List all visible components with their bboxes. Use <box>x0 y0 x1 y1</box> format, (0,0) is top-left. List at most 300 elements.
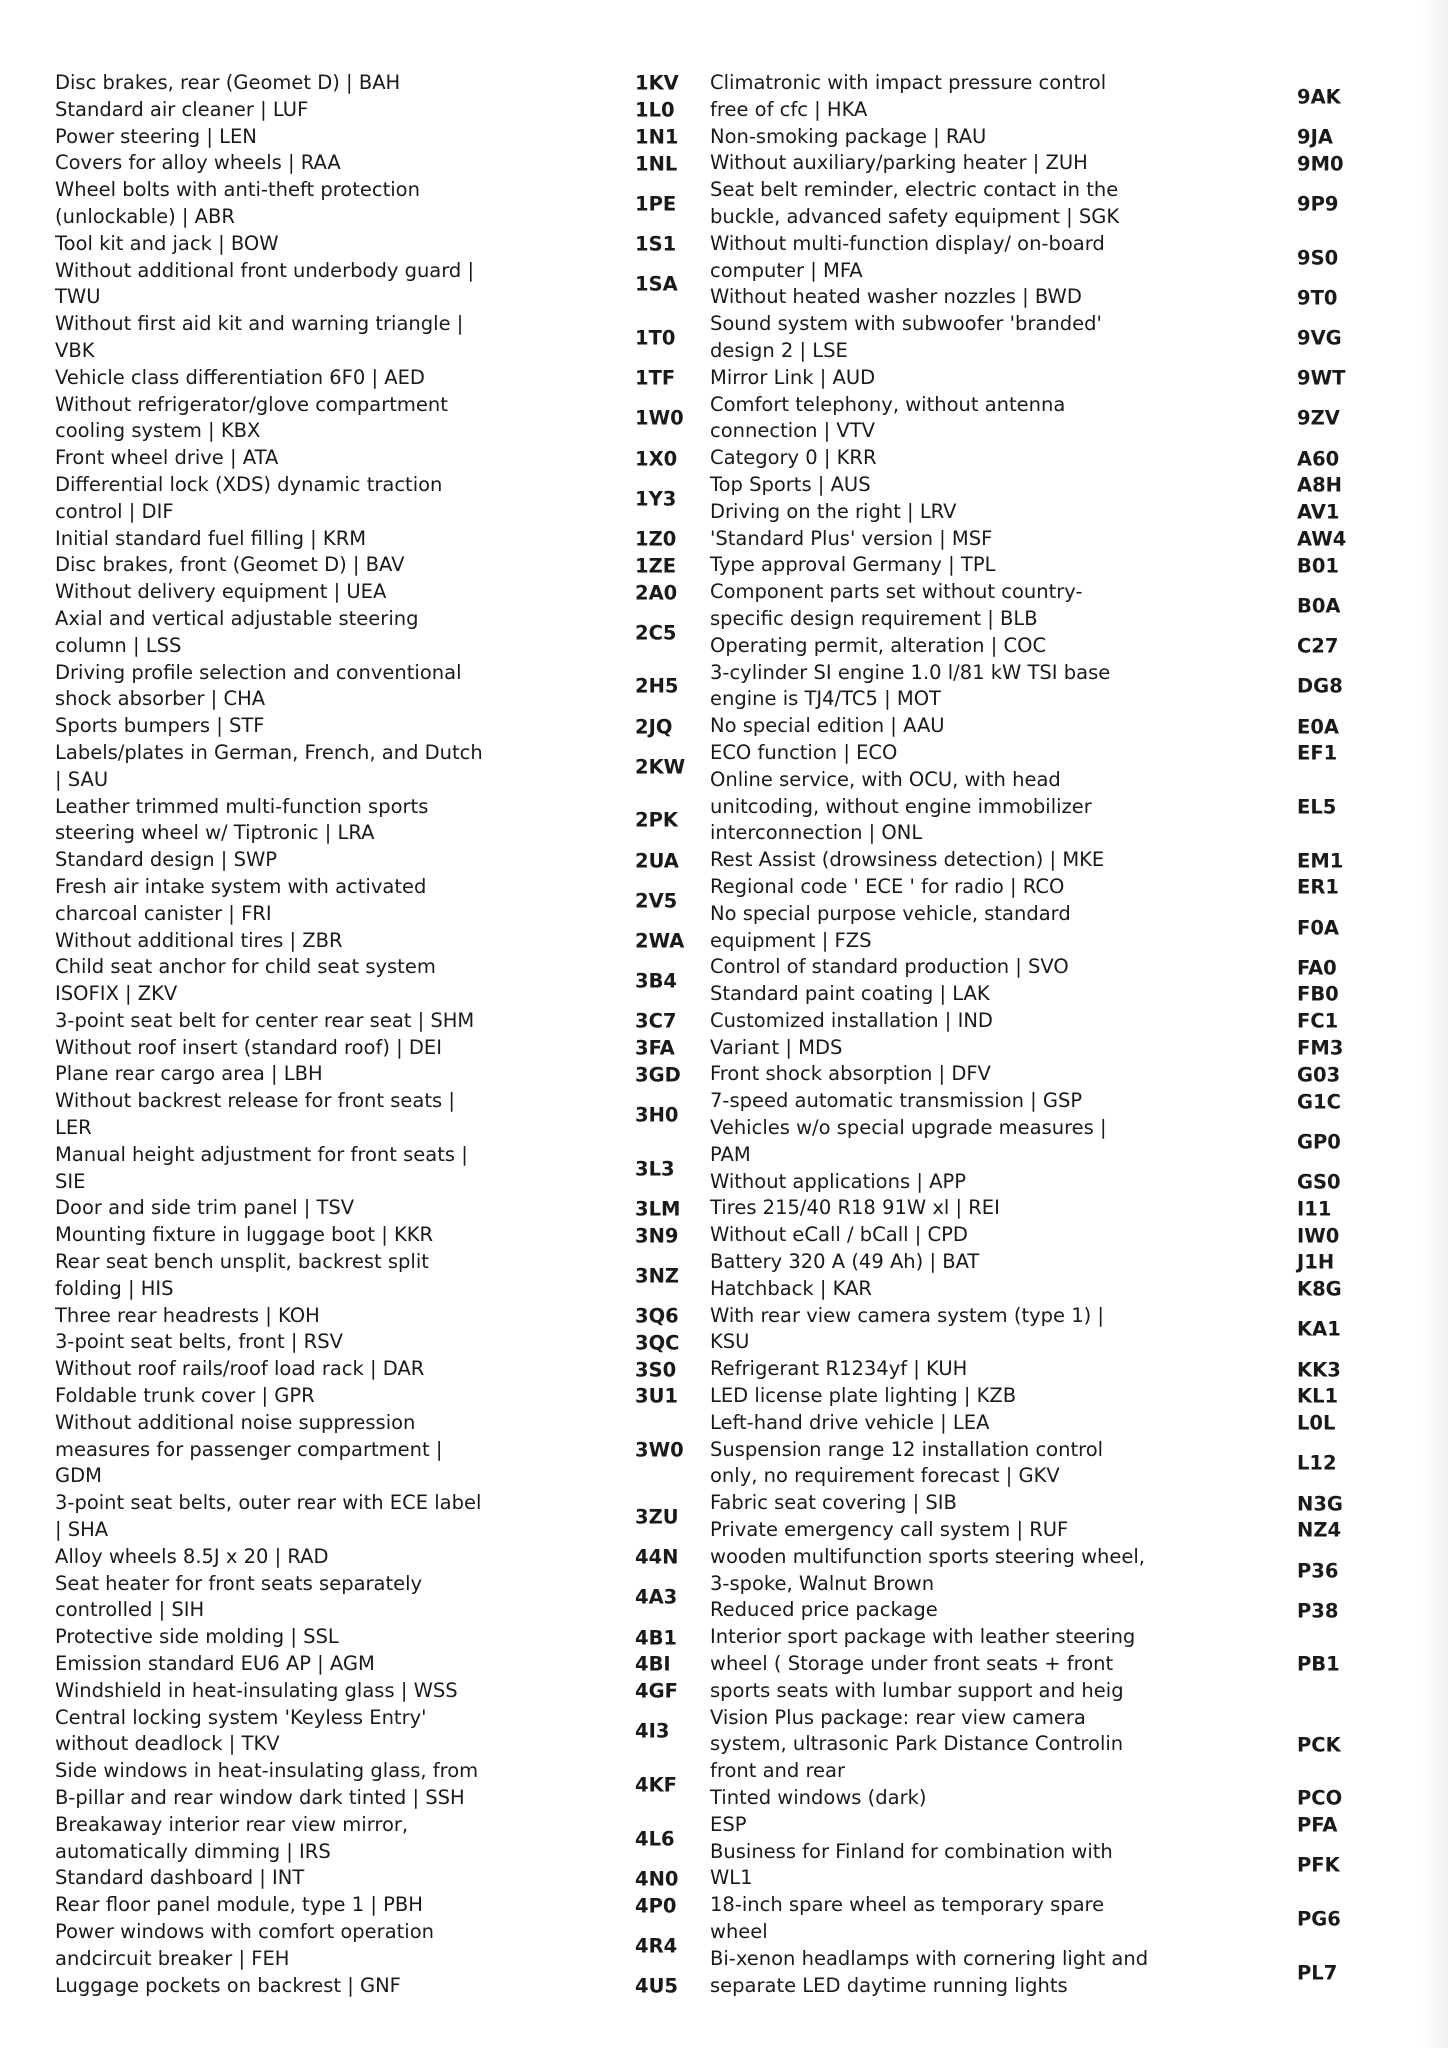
option-description <box>710 633 1170 660</box>
option-code: 1ZE <box>635 554 677 578</box>
description-line: | SAU <box>55 767 109 791</box>
option-code: B01 <box>1297 554 1339 578</box>
option-code: 9M0 <box>1297 152 1344 176</box>
option-code: ER1 <box>1297 875 1339 899</box>
option-code: A8H <box>1297 473 1342 497</box>
description-line: Front shock absorption | DFV <box>710 1062 991 1086</box>
option-code: 2UA <box>635 849 679 872</box>
option-code: GP0 <box>1297 1130 1341 1154</box>
description-line: Child seat anchor for child seat system <box>55 955 436 979</box>
option-entry <box>55 1571 695 1625</box>
option-code: 9T0 <box>1297 286 1338 310</box>
option-entry <box>55 1544 695 1571</box>
option-code: NZ4 <box>1297 1518 1342 1542</box>
option-code: 1S1 <box>635 232 677 256</box>
option-code: 1Z0 <box>635 527 677 551</box>
option-description <box>55 97 510 124</box>
option-description <box>55 472 510 526</box>
description-line: Without roof rails/roof load rack | DAR <box>55 1357 425 1381</box>
option-code: 9VG <box>1297 326 1342 350</box>
option-description <box>55 1544 510 1571</box>
option-entry <box>55 928 695 955</box>
option-entry <box>710 124 1350 151</box>
description-line: Standard dashboard | INT <box>55 1866 305 1890</box>
option-code: P36 <box>1297 1559 1339 1583</box>
option-code: P38 <box>1297 1599 1339 1623</box>
description-line: No special edition | AAU <box>710 714 945 738</box>
option-entry <box>710 981 1350 1008</box>
description-line: 'Standard Plus' version | MSF <box>710 526 993 550</box>
option-code: 3NZ <box>635 1264 680 1288</box>
description-line: 3-point seat belts, outer rear with ECE label <box>55 1491 482 1515</box>
option-code: PG6 <box>1297 1907 1341 1931</box>
option-description <box>710 1195 1170 1222</box>
option-description <box>55 1410 510 1490</box>
description-line: Rest Assist (drowsiness detection) | MKE <box>710 848 1105 872</box>
description-line: Disc brakes, front (Geomet D) | BAV <box>55 553 405 577</box>
option-entry <box>55 1678 695 1705</box>
option-description <box>710 1517 1170 1544</box>
option-entry <box>55 311 695 365</box>
option-description <box>710 1785 1170 1812</box>
option-code: PCO <box>1297 1786 1343 1810</box>
option-entry <box>55 1142 695 1196</box>
option-description <box>55 1088 510 1142</box>
option-code: 3H0 <box>635 1103 679 1127</box>
option-code: J1H <box>1297 1250 1335 1274</box>
description-line: PAM <box>710 1142 751 1166</box>
description-line: 7-speed automatic transmission | GSP <box>710 1089 1083 1113</box>
option-entry <box>55 1919 695 1973</box>
option-entry <box>55 231 695 258</box>
description-line: Leather trimmed multi-function sports <box>55 794 429 818</box>
option-code: DG8 <box>1297 674 1343 698</box>
option-entry <box>710 150 1350 177</box>
option-entry <box>55 1490 695 1544</box>
description-line: Without first aid kit and warning triangle | <box>55 312 464 336</box>
option-entry <box>55 258 695 312</box>
option-code: KK3 <box>1297 1358 1341 1382</box>
option-description <box>55 794 510 848</box>
description-line: Top Sports | AUS <box>710 472 871 496</box>
option-code: 4N0 <box>635 1867 679 1891</box>
option-code: 3N9 <box>635 1224 679 1248</box>
option-code: EL5 <box>1297 795 1337 819</box>
option-code: 9JA <box>1297 125 1333 149</box>
option-code: 3GD <box>635 1063 681 1087</box>
option-description <box>55 847 510 874</box>
option-description <box>55 311 510 365</box>
option-description <box>710 874 1170 901</box>
description-line: Protective side molding | SSL <box>55 1625 339 1649</box>
option-description <box>55 1919 510 1973</box>
option-description <box>55 1249 510 1303</box>
option-code: 1W0 <box>635 406 684 430</box>
option-code: 3ZU <box>635 1505 679 1529</box>
option-description <box>55 392 510 446</box>
option-description <box>55 660 510 714</box>
description-line: Customized installation | IND <box>710 1008 993 1032</box>
option-entry <box>55 1865 695 1892</box>
option-description <box>55 124 510 151</box>
option-entry <box>55 70 695 97</box>
description-line: Disc brakes, rear (Geomet D) | BAH <box>55 71 401 94</box>
option-description <box>55 1812 510 1866</box>
option-code: 9P9 <box>1297 192 1339 216</box>
option-entry <box>710 847 1350 874</box>
option-description <box>710 284 1170 311</box>
option-description <box>55 1892 510 1919</box>
option-code: 9ZV <box>1297 406 1340 430</box>
option-description <box>710 954 1170 981</box>
option-entry <box>710 1035 1350 1062</box>
option-description <box>55 928 510 955</box>
description-line: Standard air cleaner | LUF <box>55 97 309 121</box>
description-line: free of cfc | HKA <box>710 97 868 121</box>
description-line: SIE <box>55 1169 86 1193</box>
description-line: Without auxiliary/parking heater | ZUH <box>710 151 1088 175</box>
option-description <box>710 1222 1170 1249</box>
option-description <box>710 526 1170 553</box>
option-description <box>55 1865 510 1892</box>
description-line: automatically dimming | IRS <box>55 1839 331 1863</box>
description-line: LER <box>55 1116 92 1140</box>
option-code: 2A0 <box>635 581 678 605</box>
description-line: Regional code ' ECE ' for radio | RCO <box>710 874 1065 898</box>
description-line: Standard paint coating | LAK <box>710 982 990 1006</box>
description-line: wheel ( Storage under front seats + front <box>710 1652 1114 1676</box>
description-line: Seat belt reminder, electric contact in the <box>710 178 1119 202</box>
option-description <box>55 1490 510 1544</box>
description-line: sports seats with lumbar support and heig <box>710 1678 1124 1702</box>
description-line: Windshield in heat-insulating glass | WSS <box>55 1678 458 1702</box>
description-line: Tinted windows (dark) <box>710 1786 927 1809</box>
option-description <box>55 1303 510 1330</box>
option-entry <box>710 633 1350 660</box>
description-line: buckle, advanced safety equipment | SGK <box>710 204 1120 228</box>
option-code: EF1 <box>1297 741 1338 765</box>
option-code: 3LM <box>635 1197 681 1221</box>
option-code: G03 <box>1297 1063 1341 1087</box>
option-entry <box>55 1758 695 1812</box>
option-entry <box>710 1839 1350 1893</box>
option-code: B0A <box>1297 594 1341 618</box>
option-entry <box>710 874 1350 901</box>
option-code: 2PK <box>635 808 678 832</box>
description-line: without deadlock | TKV <box>55 1732 280 1756</box>
option-description <box>710 124 1170 151</box>
option-description <box>710 150 1170 177</box>
description-line: Online service, with OCU, with head <box>710 767 1061 791</box>
description-line: ESP <box>710 1812 747 1836</box>
option-entry <box>55 1222 695 1249</box>
option-description <box>710 445 1170 472</box>
option-description <box>710 740 1170 767</box>
option-description <box>55 1705 510 1759</box>
option-code: 4BI <box>635 1652 671 1676</box>
option-entry <box>55 526 695 553</box>
option-entry <box>710 1892 1350 1946</box>
description-line: LED license plate lighting | KZB <box>710 1384 1017 1408</box>
description-line: Private emergency call system | RUF <box>710 1518 1069 1542</box>
description-line: Control of standard production | SVO <box>710 955 1069 979</box>
option-code: 3S0 <box>635 1358 677 1382</box>
option-description <box>710 1597 1170 1624</box>
option-code: PFK <box>1297 1853 1340 1877</box>
option-entry <box>710 1169 1350 1196</box>
description-line: Without additional front underbody guard | <box>55 258 475 282</box>
option-description <box>710 1410 1170 1437</box>
option-code: 9S0 <box>1297 246 1339 270</box>
description-line: Mounting fixture in luggage boot | KKR <box>55 1223 434 1247</box>
option-code: GS0 <box>1297 1170 1341 1194</box>
option-entry <box>710 1088 1350 1115</box>
option-code: AV1 <box>1297 500 1340 524</box>
option-entry <box>55 177 695 231</box>
left-column <box>55 70 695 1999</box>
option-description <box>710 767 1170 847</box>
option-code: 1SA <box>635 272 678 296</box>
description-line: 18-inch spare wheel as temporary spare <box>710 1893 1105 1917</box>
option-entry <box>55 1383 695 1410</box>
description-line: Without roof insert (standard roof) | DEI <box>55 1035 442 1059</box>
option-description <box>710 660 1170 714</box>
description-line: Manual height adjustment for front seats | <box>55 1142 468 1166</box>
page-edge-shadow <box>1420 0 1448 2048</box>
option-entry <box>710 1195 1350 1222</box>
description-line: 3-point seat belt for center rear seat | SHM <box>55 1008 475 1032</box>
description-line: andcircuit breaker | FEH <box>55 1946 290 1970</box>
option-description <box>55 258 510 312</box>
option-entry <box>710 70 1350 124</box>
option-entry <box>710 177 1350 231</box>
option-description <box>55 1356 510 1383</box>
option-code: 1L0 <box>635 98 675 122</box>
description-line: Sound system with subwoofer 'branded' <box>710 312 1102 336</box>
option-code: EM1 <box>1297 849 1344 872</box>
option-entry <box>710 1276 1350 1303</box>
option-code: 4U5 <box>635 1974 678 1998</box>
option-code: L12 <box>1297 1451 1337 1475</box>
option-description <box>710 311 1170 365</box>
option-description <box>55 1624 510 1651</box>
option-code: 9AK <box>1297 85 1341 109</box>
option-description <box>710 981 1170 1008</box>
option-entry <box>55 1356 695 1383</box>
option-description <box>55 1142 510 1196</box>
option-description <box>710 713 1170 740</box>
description-line: measures for passenger compartment | <box>55 1437 443 1461</box>
description-line: Central locking system 'Keyless Entry' <box>55 1705 427 1729</box>
option-description <box>710 365 1170 392</box>
description-line: Without multi-function display/ on-board <box>710 231 1105 255</box>
option-entry <box>55 794 695 848</box>
option-entry <box>55 1892 695 1919</box>
option-description <box>710 1437 1170 1491</box>
option-code: 4B1 <box>635 1626 677 1650</box>
description-line: Bi-xenon headlamps with cornering light and <box>710 1946 1149 1970</box>
option-description <box>710 1115 1170 1169</box>
description-line: Rear seat bench unsplit, backrest split <box>55 1250 429 1274</box>
option-entry <box>710 1356 1350 1383</box>
option-description <box>710 1249 1170 1276</box>
option-description <box>710 472 1170 499</box>
description-line: Breakaway interior rear view mirror, <box>55 1812 409 1836</box>
option-description <box>55 150 510 177</box>
option-entry <box>55 1705 695 1759</box>
option-entry <box>55 579 695 606</box>
option-code: 3QC <box>635 1331 680 1355</box>
description-line: Mirror Link | AUD <box>710 365 876 389</box>
description-line: Foldable trunk cover | GPR <box>55 1384 315 1408</box>
option-entry <box>55 1329 695 1356</box>
description-line: interconnection | ONL <box>710 821 923 845</box>
option-description <box>55 231 510 258</box>
option-entry <box>710 660 1350 714</box>
description-line: Rear floor panel module, type 1 | PBH <box>55 1893 423 1917</box>
description-line: equipment | FZS <box>710 928 872 952</box>
right-column <box>710 70 1350 1999</box>
description-line: system, ultrasonic Park Distance Controlin <box>710 1732 1124 1756</box>
option-code: KL1 <box>1297 1384 1339 1408</box>
option-entry <box>55 847 695 874</box>
option-description <box>55 1035 510 1062</box>
option-code: I11 <box>1297 1197 1332 1221</box>
option-entry <box>710 579 1350 633</box>
description-line: 3-spoke, Walnut Brown <box>710 1571 935 1595</box>
description-line: only, no requirement forecast | GKV <box>710 1464 1060 1488</box>
option-code: 4GF <box>635 1679 678 1703</box>
description-line: Without eCall / bCall | CPD <box>710 1223 968 1247</box>
option-entry <box>710 954 1350 981</box>
description-line: Vehicles w/o special upgrade measures | <box>710 1116 1107 1140</box>
description-line: engine is TJ4/TC5 | MOT <box>710 687 941 711</box>
option-description <box>55 526 510 553</box>
description-line: Tool kit and jack | BOW <box>55 231 279 255</box>
description-line: Wheel bolts with anti-theft protection <box>55 178 420 202</box>
description-line: Covers for alloy wheels | RAA <box>55 151 341 175</box>
option-description <box>710 392 1170 446</box>
option-description <box>55 1383 510 1410</box>
option-entry <box>710 526 1350 553</box>
option-description <box>55 606 510 660</box>
description-line: Plane rear cargo area | LBH <box>55 1062 323 1086</box>
description-line: WL1 <box>710 1866 753 1890</box>
option-description <box>710 1812 1170 1839</box>
option-code: 3U1 <box>635 1384 678 1408</box>
option-description <box>55 579 510 606</box>
description-line: Refrigerant R1234yf | KUH <box>710 1357 968 1381</box>
description-line: Non-smoking package | RAU <box>710 124 987 148</box>
description-line: charcoal canister | FRI <box>55 901 272 925</box>
option-entry <box>710 392 1350 446</box>
option-description <box>710 552 1170 579</box>
description-line: front and rear <box>710 1759 846 1783</box>
description-line: Without delivery equipment | UEA <box>55 580 387 604</box>
option-entry <box>710 1410 1350 1437</box>
description-line: Without applications | APP <box>710 1169 966 1193</box>
option-entry <box>55 1651 695 1678</box>
option-description <box>55 1222 510 1249</box>
option-code: 2H5 <box>635 674 679 698</box>
option-entry <box>710 472 1350 499</box>
option-description <box>55 1571 510 1625</box>
option-description <box>710 231 1170 285</box>
option-code: F0A <box>1297 916 1339 939</box>
option-code: 2JQ <box>635 715 673 739</box>
description-line: Door and side trim panel | TSV <box>55 1196 355 1220</box>
option-code: 4KF <box>635 1773 677 1797</box>
description-line: KSU <box>710 1330 750 1354</box>
option-description <box>55 365 510 392</box>
option-code: 1PE <box>635 192 677 216</box>
option-description <box>710 1490 1170 1517</box>
option-entry <box>710 713 1350 740</box>
option-description <box>55 177 510 231</box>
option-code: FA0 <box>1297 956 1337 980</box>
option-entry <box>710 1061 1350 1088</box>
description-line: No special purpose vehicle, standard <box>710 901 1071 925</box>
option-description <box>710 1061 1170 1088</box>
description-line: Without additional noise suppression <box>55 1410 416 1434</box>
option-description <box>55 1758 510 1812</box>
option-code: FC1 <box>1297 1009 1339 1033</box>
option-entry <box>55 392 695 446</box>
option-description <box>710 177 1170 231</box>
option-entry <box>55 660 695 714</box>
description-line: Battery 320 A (49 Ah) | BAT <box>710 1250 980 1274</box>
description-line: unitcoding, without engine immobilizer <box>710 794 1092 818</box>
option-code: KA1 <box>1297 1317 1341 1341</box>
option-description <box>55 552 510 579</box>
option-code: N3G <box>1297 1492 1343 1516</box>
option-code: 1TF <box>635 366 676 390</box>
description-line: Without additional tires | ZBR <box>55 928 343 952</box>
option-entry <box>55 1812 695 1866</box>
description-line: Without backrest release for front seats | <box>55 1089 455 1113</box>
description-line: Without refrigerator/glove compartment <box>55 392 448 416</box>
option-code: 1N1 <box>635 125 679 149</box>
option-description <box>55 1061 510 1088</box>
description-line: Operating permit, alteration | COC <box>710 633 1047 657</box>
option-code: 2C5 <box>635 621 677 645</box>
option-description <box>710 1544 1170 1598</box>
description-line: Without heated washer nozzles | BWD <box>710 285 1082 309</box>
option-entry <box>55 1088 695 1142</box>
option-entry <box>710 552 1350 579</box>
option-entry <box>55 1008 695 1035</box>
option-entry <box>55 124 695 151</box>
option-entry <box>710 311 1350 365</box>
description-line: Differential lock (XDS) dynamic traction <box>55 472 443 496</box>
option-entry <box>710 1437 1350 1491</box>
option-code: AW4 <box>1297 527 1347 551</box>
option-entry <box>55 606 695 660</box>
option-description <box>710 1946 1170 2000</box>
option-code: FM3 <box>1297 1036 1344 1060</box>
option-description <box>55 1973 510 2000</box>
option-code: PB1 <box>1297 1652 1340 1676</box>
description-line: wheel <box>710 1919 768 1943</box>
option-code: 44N <box>635 1545 679 1569</box>
option-entry <box>710 1115 1350 1169</box>
option-code: 1X0 <box>635 447 678 471</box>
option-code: 3Q6 <box>635 1304 679 1328</box>
option-description <box>710 1624 1170 1704</box>
option-description <box>55 740 510 794</box>
description-line: Fabric seat covering | SIB <box>710 1491 957 1515</box>
option-entry <box>55 552 695 579</box>
